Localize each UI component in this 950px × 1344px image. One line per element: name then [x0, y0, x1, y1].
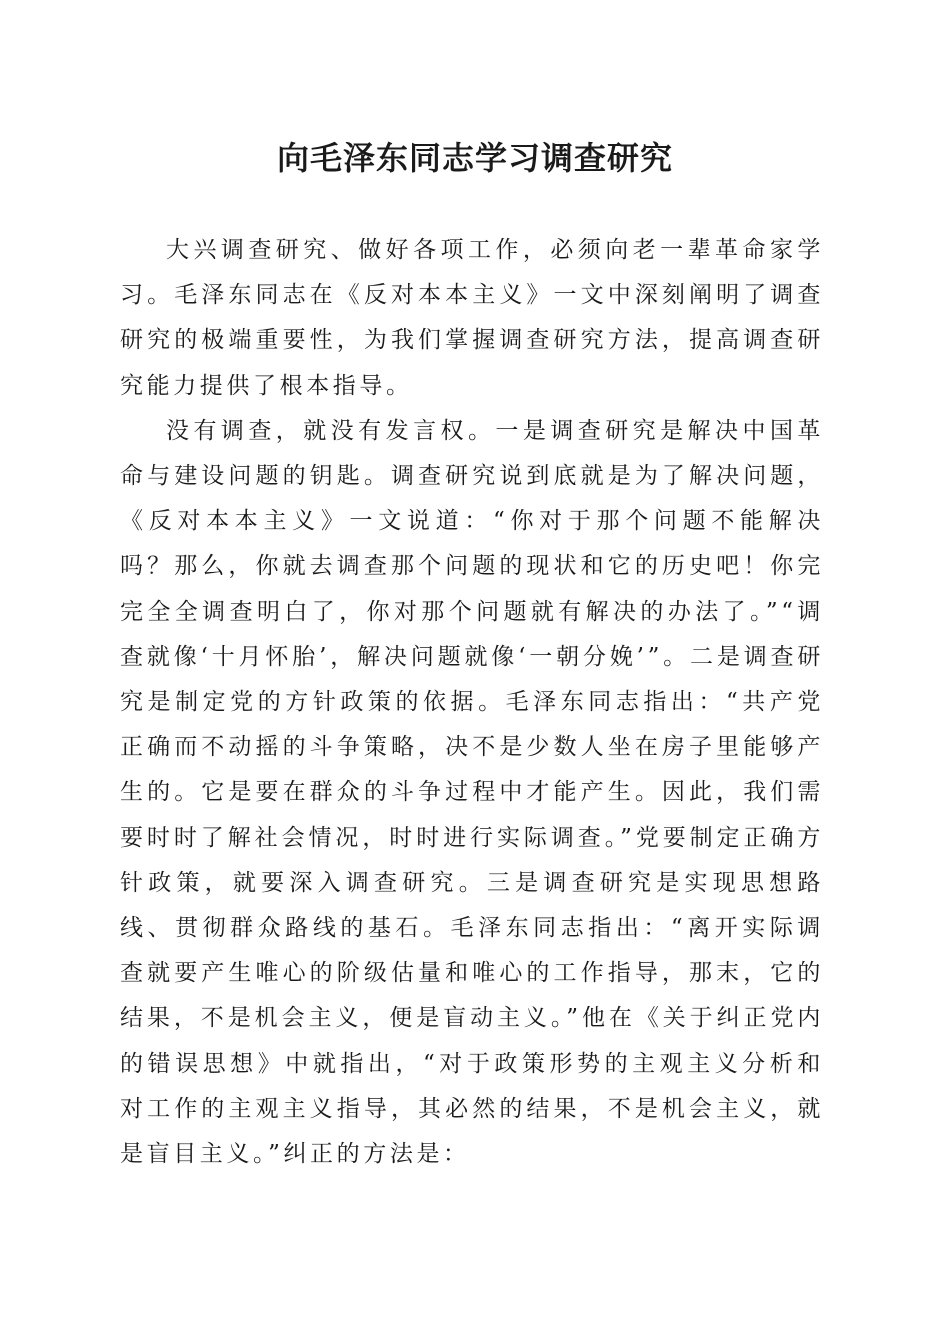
paragraph-investigation: 没有调查，就没有发言权。一是调查研究是解决中国革命与建设问题的钥匙。调查研究说到底就是为了解决问题，《反对本本主义》一文说道：“你对于那个问题不能解决吗？那么，你就去调查那个问题的现状和它的历史吧！你完完全全调查明白了，你对那个问题就有解决的办法了。”“调查就像‘十月怀胎’，解决问题就像‘一朝分娩’”。二是调查研究是制定党的方针政策的依据。毛泽东同志指出：“共产党正确而不动摇的斗争策略，决不是少数人坐在房子里能够产生的。它是要在群众的斗争过程中才能产生。因此，我们需要时时了解社会情况，时时进行实际调查。”党要制定正确方针政策，就要深入调查研究。三是调查研究是实现思想路线、贯彻群众路线的基石。毛泽东同志指出：“离开实际调查就要产生唯心的阶级估量和唯心的工作指导，那末，它的结果，不是机会主义，便是盲动主义。”他在《关于纠正党内的错误思想》中就指出，“对于政策形势的主观主义分析和对工作的主观主义指导，其必然的结果，不是机会主义，就是盲目主义。”纠正的方法是： — [120, 417, 824, 1168]
paragraph-intro: 大兴调查研究、做好各项工作，必须向老一辈革命家学习。毛泽东同志在《反对本本主义》一文中深刻阐明了调查研究的极端重要性，为我们掌握调查研究方法，提高调查研究能力提供了根本指导。 — [120, 237, 824, 399]
document-title: 向毛泽东同志学习调查研究 — [276, 139, 673, 177]
document-body — [120, 228, 824, 1177]
